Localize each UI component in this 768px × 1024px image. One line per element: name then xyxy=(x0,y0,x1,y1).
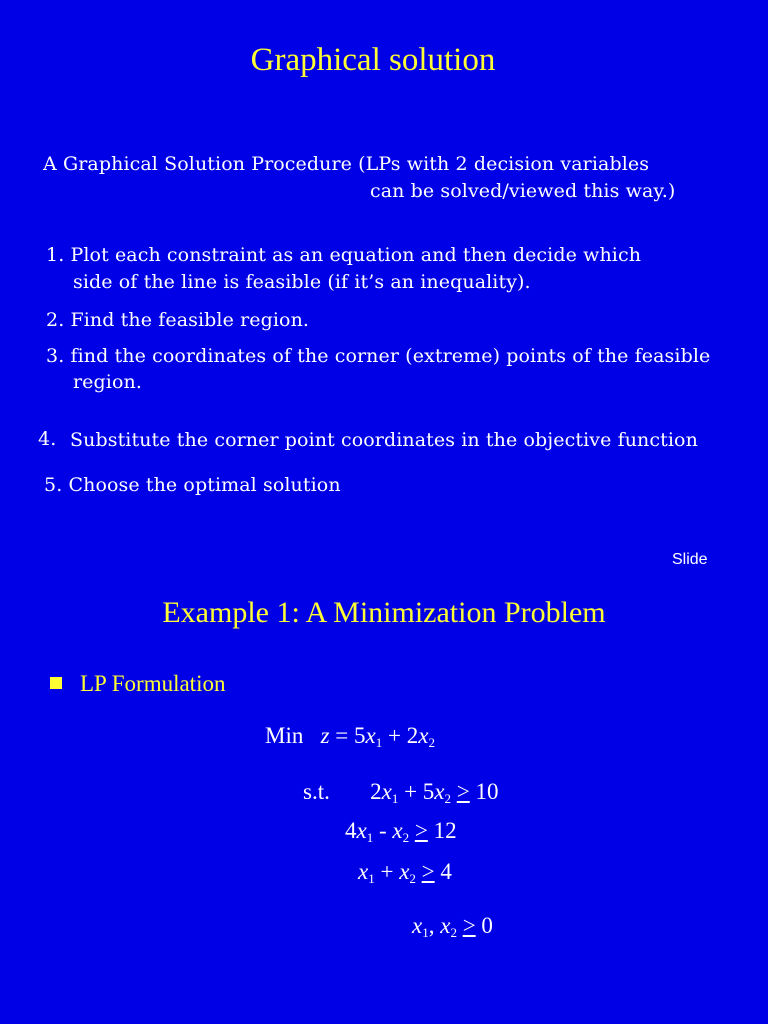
constraint-2-expr: $4x_1 - x_2 > 12$ xyxy=(345,818,457,845)
step-1-number: 1. xyxy=(46,244,65,266)
step-1-line-2: side of the line is feasible (if it’s an inequality). xyxy=(73,271,531,293)
step-5 xyxy=(44,474,341,496)
step-3-line-1 xyxy=(46,345,710,367)
bullet-square-icon xyxy=(50,677,62,689)
step-3-text: find the coordinates of the corner (extreme) points of the feasible xyxy=(70,345,711,367)
objective-var: z xyxy=(320,723,330,748)
step-4-number: 4. xyxy=(38,428,57,450)
step-3-number: 3. xyxy=(46,345,65,367)
intro-line-1: A Graphical Solution Procedure (LPs with 2 decision variables xyxy=(43,153,650,175)
step-2-text: Find the feasible region. xyxy=(70,309,310,331)
step-1-text: Plot each constraint as an equation and then decide which xyxy=(70,244,642,266)
nonneg-expr: $x_1$, $x_2 > 0$ xyxy=(412,913,493,940)
objective-keyword: Min xyxy=(265,723,304,748)
step-2 xyxy=(46,309,309,331)
constraint-2 xyxy=(345,818,457,846)
constraint-1 xyxy=(303,779,499,807)
step-5-number: 5. xyxy=(44,474,63,496)
slide-title: Graphical solution xyxy=(250,42,496,78)
constraint-3-expr: $x_1 + x_2 > 4$ xyxy=(358,859,452,886)
slide-label: Slide xyxy=(672,551,708,568)
intro-line-2: can be solved/viewed this way.) xyxy=(370,180,676,202)
objective-function xyxy=(265,723,435,751)
objective-expr: = $5x_1 + 2x_2$ xyxy=(335,723,435,750)
bullet-lp-formulation: LP Formulation xyxy=(80,671,226,696)
constraint-3 xyxy=(358,859,452,887)
step-5-text: Choose the optimal solution xyxy=(68,474,341,496)
example-title: Example 1: A Minimization Problem xyxy=(162,596,606,629)
step-3-line-2: region. xyxy=(73,371,142,393)
constraint-1-expr: $2x_1 + 5x_2 > 10$ xyxy=(370,779,499,806)
step-4-text: Substitute the corner point coordinates in the objective function xyxy=(70,429,698,451)
step-1-line-1 xyxy=(46,244,641,266)
nonnegativity-constraint xyxy=(412,913,493,941)
step-2-number: 2. xyxy=(46,309,65,331)
st-label: s.t. xyxy=(303,779,330,804)
